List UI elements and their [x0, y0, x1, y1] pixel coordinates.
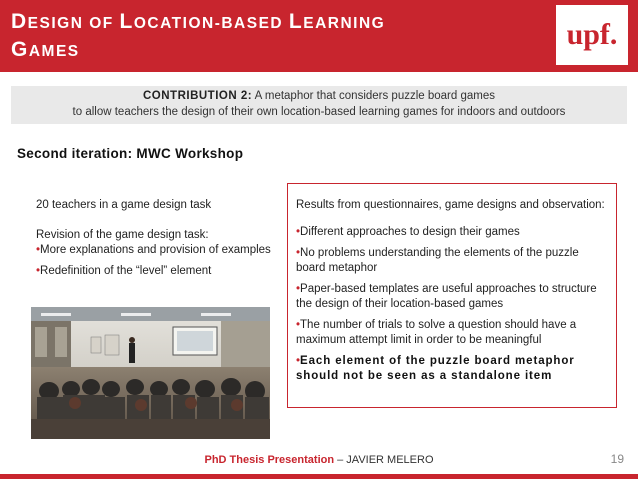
title-text: L [119, 10, 134, 33]
left-bullet-item: Redefinition of the “level” element [40, 265, 212, 277]
upf-logo [556, 5, 628, 65]
title-text: OCATION-BASED [133, 15, 289, 32]
left-bullet-item: More explanations and provision of examples [40, 244, 271, 256]
footer-title: PhD Thesis Presentation [204, 454, 335, 466]
bullet-icon: • [296, 355, 301, 367]
workshop-photo-image [31, 307, 270, 439]
left-column [36, 198, 272, 279]
footer-author: – JAVIER MELERO [334, 454, 434, 466]
logo-text: upf. [566, 18, 618, 51]
bullet-icon: • [36, 265, 41, 277]
bullet-icon: • [296, 226, 301, 238]
title-text: G [11, 38, 29, 61]
page-number: 19 [610, 452, 624, 466]
upf-logo-icon [558, 15, 626, 55]
contribution-text: A metaphor that considers puzzle board games [252, 90, 495, 102]
result-item: Paper-based templates are useful approaches to structure the design of their location-based games [296, 283, 597, 310]
bullet-icon: • [36, 244, 41, 256]
title-text: EARNING [303, 15, 386, 32]
result-item-bold: Each element of the puzzle board metaphor should not be seen as a standalone item [296, 355, 575, 382]
result-item: The number of trials to solve a question should have a maximum attempt limit in order to be meaningful [296, 319, 577, 346]
bullet-icon: • [296, 247, 301, 259]
title-text: ESIGN OF [27, 15, 120, 32]
bottom-divider [0, 474, 638, 479]
slide-title [11, 9, 385, 65]
title-text: L [288, 10, 304, 33]
contribution-text: to allow teachers the design of their own location-based learning games for indoors and outdoors [72, 106, 566, 118]
bullet-icon: • [296, 283, 301, 295]
contribution-panel [11, 86, 627, 124]
title-text: D [11, 10, 28, 33]
results-intro: Results from questionnaires, game designs and observation: [296, 199, 605, 211]
left-text: Revision of the game design task: [36, 229, 209, 241]
contribution-label: CONTRIBUTION 2: [142, 90, 253, 102]
result-item: Different approaches to design their games [300, 226, 520, 238]
left-text: 20 teachers in a game design task [36, 199, 212, 211]
header-bar [0, 0, 638, 72]
section-title: Second iteration: MWC Workshop [17, 146, 244, 161]
footer [0, 454, 638, 466]
result-item: No problems understanding the elements of the puzzle board metaphor [296, 247, 579, 274]
workshop-photo [31, 307, 270, 439]
bullet-icon: • [296, 319, 301, 331]
title-text: AMES [28, 43, 80, 60]
results-column [296, 198, 606, 384]
